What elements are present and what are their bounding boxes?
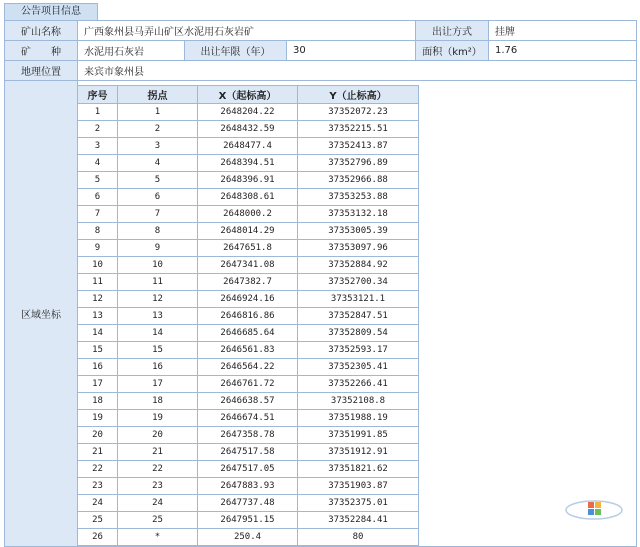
cell-point: 13	[118, 308, 198, 325]
coordinate-table	[77, 85, 419, 546]
cell-y: 37351988.19	[298, 410, 419, 427]
cell-y: 37352305.41	[298, 359, 419, 376]
cell-y: 37352884.92	[298, 257, 419, 274]
cell-seq: 24	[78, 495, 118, 512]
cell-seq: 12	[78, 291, 118, 308]
cell-y: 37353253.88	[298, 189, 419, 206]
cell-y: 37352847.51	[298, 308, 419, 325]
cell-x: 2646674.51	[198, 410, 298, 427]
cell-y: 37352413.87	[298, 138, 419, 155]
table-row	[78, 223, 419, 240]
cell-x: 2646561.83	[198, 342, 298, 359]
cell-point: 17	[118, 376, 198, 393]
cell-seq: 18	[78, 393, 118, 410]
cell-point: 3	[118, 138, 198, 155]
cell-x: 2647358.78	[198, 427, 298, 444]
cell-seq: 26	[78, 529, 118, 546]
cell-point: 19	[118, 410, 198, 427]
cell-y: 37352284.41	[298, 512, 419, 529]
cell-y: 37353132.18	[298, 206, 419, 223]
project-info-table	[4, 20, 637, 547]
table-row	[78, 172, 419, 189]
table-row	[78, 427, 419, 444]
table-row	[78, 393, 419, 410]
term-value: 30	[287, 41, 416, 61]
table-row	[78, 308, 419, 325]
cell-x: 2648432.59	[198, 121, 298, 138]
cell-y: 80	[298, 529, 419, 546]
cell-seq: 13	[78, 308, 118, 325]
cell-x: 2647382.7	[198, 274, 298, 291]
mineral-label: 矿 种	[5, 41, 78, 61]
cell-x: 2646638.57	[198, 393, 298, 410]
cell-y: 37352375.01	[298, 495, 419, 512]
cell-x: 2647951.15	[198, 512, 298, 529]
cell-seq: 9	[78, 240, 118, 257]
cell-y: 37352809.54	[298, 325, 419, 342]
coordinate-table-body	[78, 104, 419, 546]
cell-point: 6	[118, 189, 198, 206]
table-row	[78, 495, 419, 512]
cell-y: 37352593.17	[298, 342, 419, 359]
table-row	[78, 478, 419, 495]
cell-x: 2648014.29	[198, 223, 298, 240]
cell-y: 37352700.34	[298, 274, 419, 291]
cell-point: 10	[118, 257, 198, 274]
table-row	[78, 257, 419, 274]
header-point: 拐点	[118, 86, 198, 104]
cell-point: 15	[118, 342, 198, 359]
cell-seq: 21	[78, 444, 118, 461]
header-x: X（起标高）	[198, 86, 298, 104]
cell-x: 2648394.51	[198, 155, 298, 172]
area-value: 1.76	[489, 41, 637, 61]
cell-y: 37353005.39	[298, 223, 419, 240]
header-seq: 序号	[78, 86, 118, 104]
mine-name-label: 矿山名称	[5, 21, 78, 41]
cell-y: 37352966.88	[298, 172, 419, 189]
cell-y: 37352072.23	[298, 104, 419, 121]
cell-point: 11	[118, 274, 198, 291]
transfer-method-label: 出让方式	[416, 21, 489, 41]
header-y: Y（止标高）	[298, 86, 419, 104]
cell-x: 2648308.61	[198, 189, 298, 206]
cell-x: 2647517.05	[198, 461, 298, 478]
cell-x: 2648204.22	[198, 104, 298, 121]
cell-x: 2647341.08	[198, 257, 298, 274]
cell-seq: 25	[78, 512, 118, 529]
cell-y: 37352108.8	[298, 393, 419, 410]
cell-seq: 11	[78, 274, 118, 291]
cell-point: 14	[118, 325, 198, 342]
cell-point: 8	[118, 223, 198, 240]
cell-x: 2646564.22	[198, 359, 298, 376]
coords-label: 区域坐标	[5, 81, 78, 547]
cell-seq: 20	[78, 427, 118, 444]
location-label: 地理位置	[5, 61, 78, 81]
cell-point: 7	[118, 206, 198, 223]
cell-x: 2646685.64	[198, 325, 298, 342]
cell-seq: 19	[78, 410, 118, 427]
cell-x: 2647737.48	[198, 495, 298, 512]
cell-point: 20	[118, 427, 198, 444]
cell-seq: 1	[78, 104, 118, 121]
cell-point: 2	[118, 121, 198, 138]
table-row	[78, 121, 419, 138]
cell-seq: 3	[78, 138, 118, 155]
site-logo-icon	[564, 498, 624, 522]
cell-x: 2647651.8	[198, 240, 298, 257]
table-row	[78, 512, 419, 529]
cell-point: 9	[118, 240, 198, 257]
term-label: 出让年限（年）	[185, 41, 287, 61]
area-label: 面积（km²）	[416, 41, 489, 61]
cell-seq: 8	[78, 223, 118, 240]
cell-y: 37351821.62	[298, 461, 419, 478]
cell-seq: 14	[78, 325, 118, 342]
table-row	[78, 155, 419, 172]
mine-name-value: 广西象州县马弄山矿区水泥用石灰岩矿	[78, 21, 416, 41]
coords-container	[78, 81, 637, 547]
cell-x: 2648477.4	[198, 138, 298, 155]
table-row	[78, 291, 419, 308]
cell-seq: 15	[78, 342, 118, 359]
cell-x: 2646816.86	[198, 308, 298, 325]
cell-seq: 7	[78, 206, 118, 223]
cell-y: 37352266.41	[298, 376, 419, 393]
cell-x: 2646924.16	[198, 291, 298, 308]
table-row	[78, 359, 419, 376]
table-row	[78, 240, 419, 257]
table-row	[78, 461, 419, 478]
cell-point: 4	[118, 155, 198, 172]
cell-y: 37352796.89	[298, 155, 419, 172]
cell-point: 5	[118, 172, 198, 189]
cell-seq: 16	[78, 359, 118, 376]
cell-point: 16	[118, 359, 198, 376]
cell-y: 37351912.91	[298, 444, 419, 461]
cell-point: 1	[118, 104, 198, 121]
cell-x: 250.4	[198, 529, 298, 546]
cell-seq: 23	[78, 478, 118, 495]
cell-seq: 17	[78, 376, 118, 393]
table-row	[78, 104, 419, 121]
cell-x: 2647883.93	[198, 478, 298, 495]
table-row	[78, 444, 419, 461]
cell-point: 21	[118, 444, 198, 461]
cell-point: 22	[118, 461, 198, 478]
cell-x: 2648000.2	[198, 206, 298, 223]
cell-y: 37353097.96	[298, 240, 419, 257]
tab-announcement-info[interactable]: 公告项目信息	[4, 3, 98, 20]
cell-seq: 4	[78, 155, 118, 172]
table-row	[78, 342, 419, 359]
table-row	[78, 206, 419, 223]
cell-y: 37353121.1	[298, 291, 419, 308]
table-row	[78, 274, 419, 291]
cell-point: 18	[118, 393, 198, 410]
table-row	[78, 376, 419, 393]
cell-seq: 5	[78, 172, 118, 189]
cell-seq: 10	[78, 257, 118, 274]
cell-point: *	[118, 529, 198, 546]
table-row	[78, 138, 419, 155]
table-row	[78, 529, 419, 546]
cell-x: 2648396.91	[198, 172, 298, 189]
transfer-method-value: 挂牌	[489, 21, 637, 41]
cell-point: 12	[118, 291, 198, 308]
cell-seq: 22	[78, 461, 118, 478]
cell-seq: 6	[78, 189, 118, 206]
cell-x: 2647517.58	[198, 444, 298, 461]
table-row	[78, 189, 419, 206]
mineral-value: 水泥用石灰岩	[78, 41, 185, 61]
table-row	[78, 325, 419, 342]
table-row	[78, 410, 419, 427]
cell-y: 37352215.51	[298, 121, 419, 138]
cell-x: 2646761.72	[198, 376, 298, 393]
cell-point: 23	[118, 478, 198, 495]
cell-y: 37351991.85	[298, 427, 419, 444]
location-value: 来宾市象州县	[78, 61, 637, 81]
cell-y: 37351903.87	[298, 478, 419, 495]
cell-point: 24	[118, 495, 198, 512]
cell-seq: 2	[78, 121, 118, 138]
cell-point: 25	[118, 512, 198, 529]
coordinate-table-header	[78, 86, 419, 104]
